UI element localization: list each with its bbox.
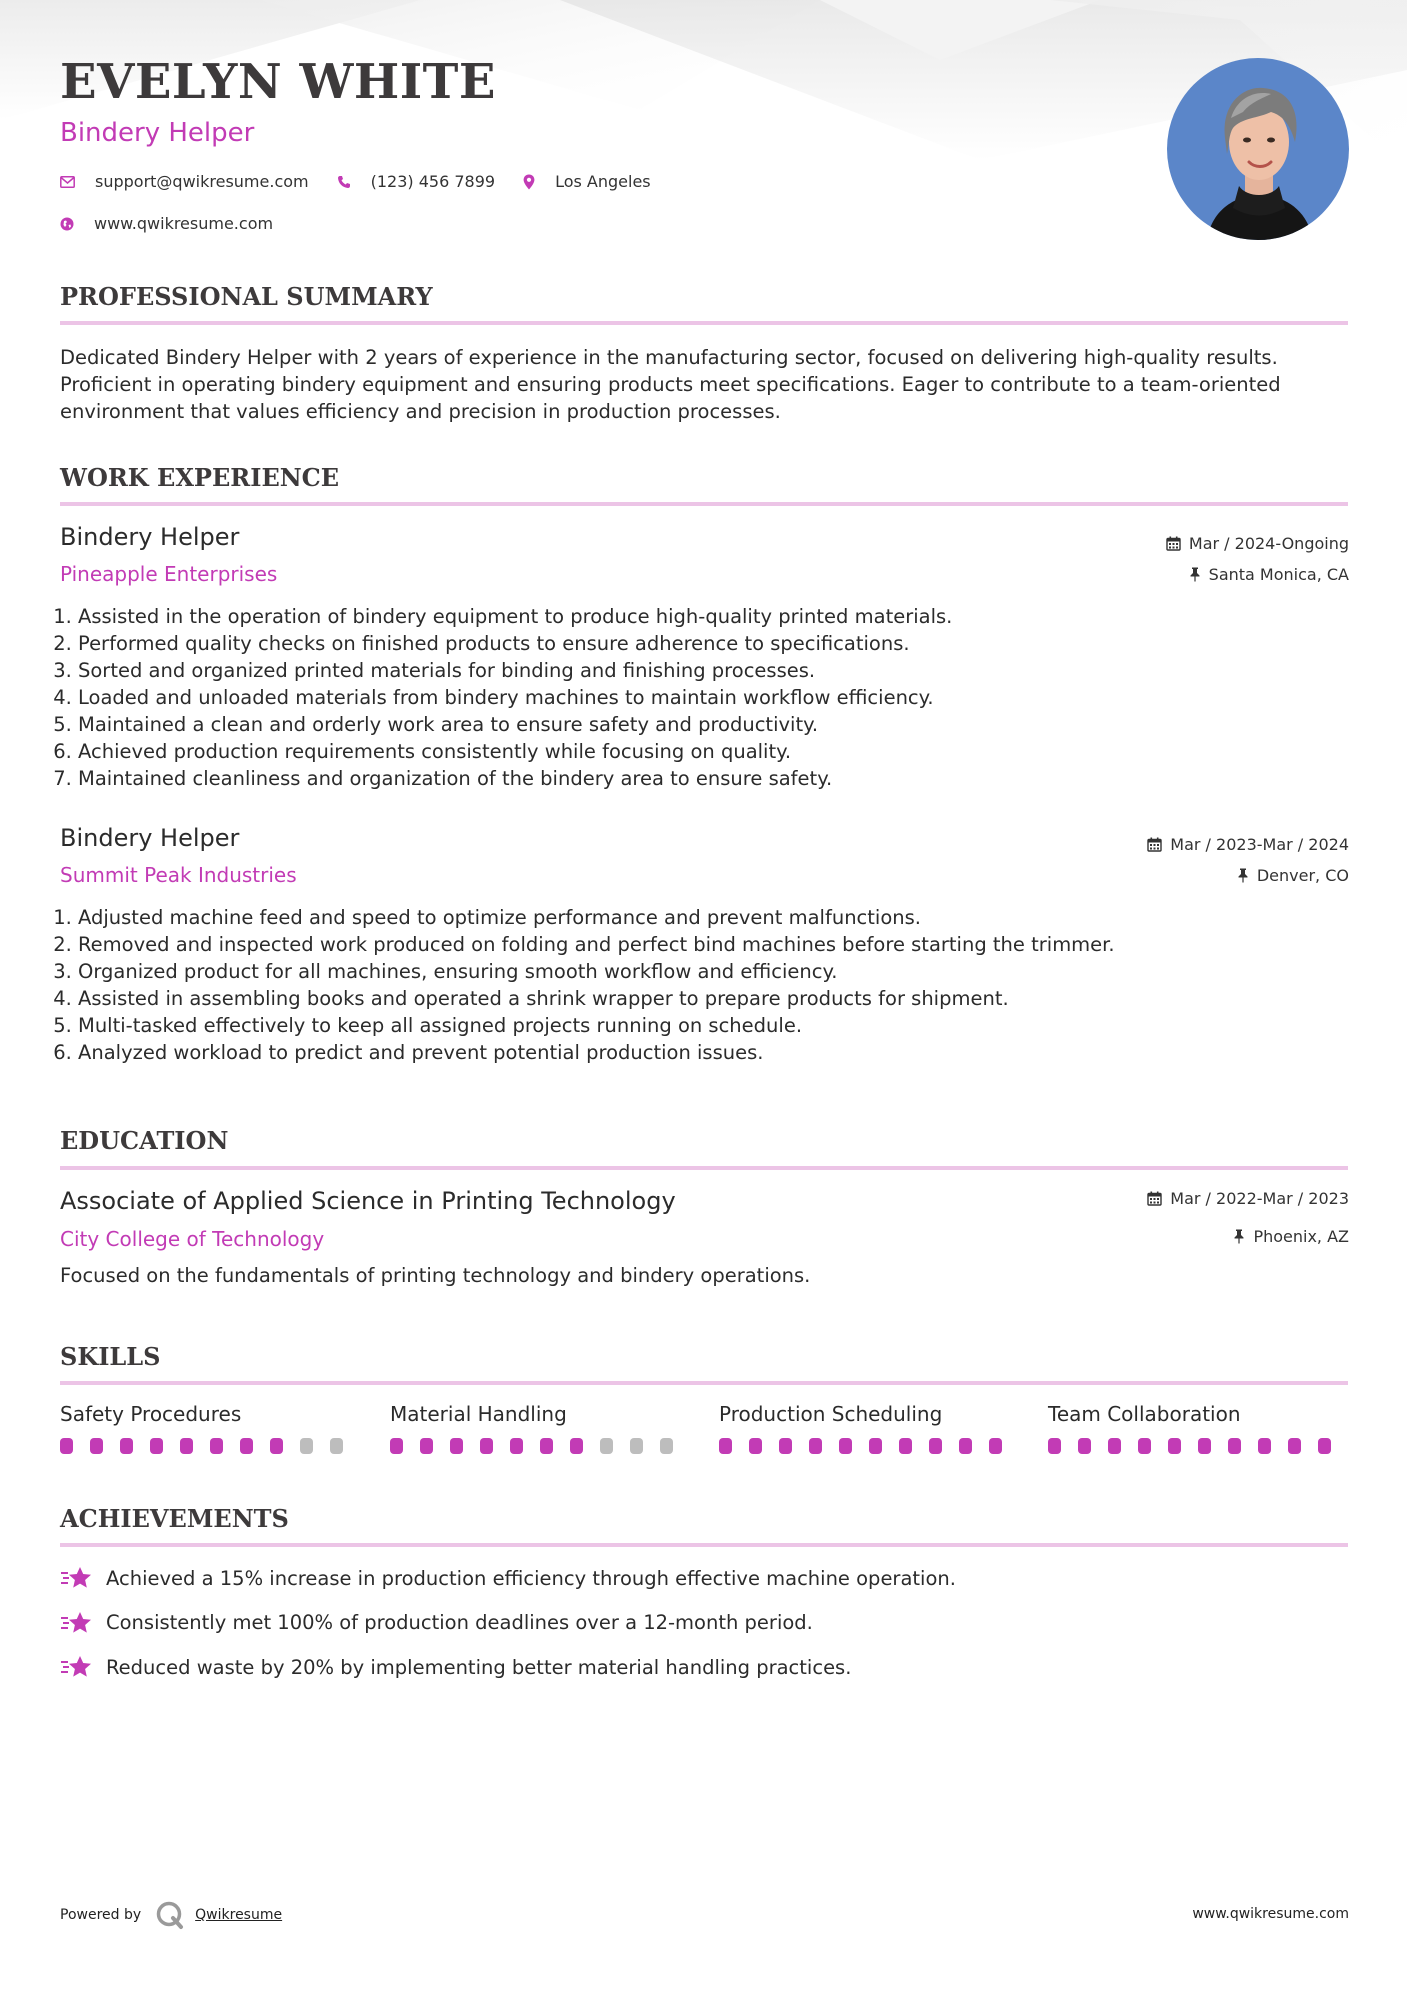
job-company-1: Pineapple Enterprises: [60, 562, 278, 586]
list-item: 3. Sorted and organized printed materials for binding and finishing processes.: [78, 657, 1328, 684]
skill-name: Production Scheduling: [719, 1402, 943, 1426]
education-divider: [60, 1166, 1348, 1170]
skill-dot-empty: [300, 1438, 313, 1454]
skill-name: Safety Procedures: [60, 1402, 242, 1426]
skill-dot-empty: [630, 1438, 643, 1454]
job-location-text-1: Santa Monica, CA: [1208, 565, 1349, 584]
skill-item: [60, 1402, 360, 1454]
skill-dot-filled: [180, 1438, 193, 1454]
skill-name: Material Handling: [390, 1402, 567, 1426]
contact-row-2: [60, 214, 301, 233]
skill-name: Team Collaboration: [1048, 1402, 1241, 1426]
skill-dot-filled: [240, 1438, 253, 1454]
skill-dot-filled: [510, 1438, 523, 1454]
skill-dot-filled: [540, 1438, 553, 1454]
star-icon: [60, 1565, 92, 1591]
skill-dot-filled: [1108, 1438, 1121, 1454]
list-item: 1. Adjusted machine feed and speed to optimize performance and prevent malfunctions.: [78, 904, 1328, 931]
list-item: 4. Assisted in assembling books and operated a shrink wrapper to prepare products for shipment.: [78, 985, 1328, 1012]
skill-dot-empty: [330, 1438, 343, 1454]
job-company-2: Summit Peak Industries: [60, 863, 297, 887]
skill-dot-filled: [150, 1438, 163, 1454]
contact-email[interactable]: [60, 172, 309, 191]
list-item: 3. Organized product for all machines, ensuring smooth workflow and efficiency.: [78, 958, 1328, 985]
list-item: 6. Achieved production requirements consistently while focusing on quality.: [78, 738, 1328, 765]
pushpin-icon: [1237, 868, 1249, 883]
skill-level-meter: [1048, 1438, 1348, 1454]
pushpin-icon: [1233, 1229, 1245, 1244]
list-item: 1. Assisted in the operation of bindery equipment to produce high-quality printed materials.: [78, 603, 1328, 630]
skill-dot-filled: [869, 1438, 882, 1454]
job-location-1: [1189, 565, 1349, 584]
job-dates-text-2: Mar / 2023-Mar / 2024: [1170, 835, 1349, 854]
skill-dot-filled: [570, 1438, 583, 1454]
job-location-2: [1237, 866, 1349, 885]
experience-heading: WORK EXPERIENCE: [60, 463, 340, 492]
skill-dot-filled: [480, 1438, 493, 1454]
list-item: 2. Performed quality checks on finished products to ensure adherence to specifications.: [78, 630, 1328, 657]
skill-dot-filled: [1078, 1438, 1091, 1454]
qwikresume-logo-icon: [155, 1900, 185, 1930]
star-icon: [60, 1654, 92, 1680]
education-description: Focused on the fundamentals of printing technology and bindery operations.: [60, 1264, 811, 1287]
envelope-icon: [60, 176, 75, 188]
achievement-item: [60, 1610, 813, 1636]
star-icon: [60, 1610, 92, 1636]
skill-dot-filled: [390, 1438, 403, 1454]
candidate-name: EVELYN WHITE: [60, 54, 496, 110]
skill-dot-filled: [899, 1438, 912, 1454]
achievement-text: Reduced waste by 20% by implementing better material handling practices.: [106, 1655, 852, 1679]
skill-dot-filled: [719, 1438, 732, 1454]
job-title-1: Bindery Helper: [60, 523, 240, 551]
contact-website[interactable]: [60, 214, 273, 233]
skill-dot-empty: [660, 1438, 673, 1454]
achievement-text: Achieved a 15% increase in production efficiency through effective machine operation.: [106, 1566, 956, 1590]
skill-level-meter: [60, 1438, 360, 1454]
summary-text: Dedicated Bindery Helper with 2 years of experience in the manufacturing sector, focused on delivering high-quality results. Proficient in operating bindery equipment and ensuring products meet specifications. Eager to contribute to a team-oriented environment that values efficiency and precision in production processes.: [60, 346, 1281, 423]
job-bullets-2: [78, 904, 1328, 1066]
achievements-heading: ACHIEVEMENTS: [60, 1504, 289, 1533]
list-item: 5. Multi-tasked effectively to keep all assigned projects running on schedule.: [78, 1012, 1328, 1039]
candidate-role: Bindery Helper: [60, 118, 255, 148]
location-text: Los Angeles: [555, 172, 651, 191]
skill-dot-filled: [450, 1438, 463, 1454]
achievement-item: [60, 1654, 851, 1680]
summary-heading: PROFESSIONAL SUMMARY: [60, 282, 433, 311]
education-location: [1233, 1227, 1349, 1246]
achievements-divider: [60, 1543, 1348, 1547]
skill-dot-filled: [1198, 1438, 1211, 1454]
skills-heading: SKILLS: [60, 1342, 161, 1371]
contact-phone[interactable]: [337, 172, 495, 191]
footer-website[interactable]: www.qwikresume.com: [1192, 1906, 1349, 1922]
achievement-item: [60, 1565, 956, 1591]
skill-dot-filled: [779, 1438, 792, 1454]
list-item: 6. Analyzed workload to predict and prevent potential production issues.: [78, 1039, 1328, 1066]
skill-item: [390, 1402, 690, 1454]
skill-dot-filled: [120, 1438, 133, 1454]
skill-dot-filled: [929, 1438, 942, 1454]
skill-dot-filled: [90, 1438, 103, 1454]
skill-item: [719, 1402, 1019, 1454]
powered-by-label: Powered by: [60, 1907, 142, 1923]
job-title-2: Bindery Helper: [60, 824, 240, 852]
footer-powered-by: [60, 1900, 282, 1930]
list-item: 7. Maintained cleanliness and organization of the bindery area to ensure safety.: [78, 765, 1328, 792]
skill-dot-filled: [809, 1438, 822, 1454]
email-text: support@qwikresume.com: [95, 172, 309, 191]
skill-level-meter: [390, 1438, 690, 1454]
skill-dot-filled: [420, 1438, 433, 1454]
education-degree: Associate of Applied Science in Printing Technology: [60, 1187, 676, 1215]
skill-dot-filled: [270, 1438, 283, 1454]
job-bullets-1: [78, 603, 1328, 792]
skill-dot-filled: [60, 1438, 73, 1454]
achievement-text: Consistently met 100% of production deadlines over a 12-month period.: [106, 1611, 813, 1634]
education-dates: [1147, 1189, 1349, 1208]
pushpin-icon: [1189, 567, 1201, 582]
skill-dot-filled: [1048, 1438, 1061, 1454]
skill-dot-filled: [1228, 1438, 1241, 1454]
skill-dot-filled: [1168, 1438, 1181, 1454]
globe-icon: [60, 217, 74, 231]
job-dates-text-1: Mar / 2024-Ongoing: [1188, 534, 1349, 553]
skill-dot-empty: [600, 1438, 613, 1454]
contact-location: [523, 172, 651, 191]
skill-level-meter: [719, 1438, 1019, 1454]
education-school: City College of Technology: [60, 1227, 325, 1251]
summary-divider: [60, 321, 1348, 325]
list-item: 2. Removed and inspected work produced on folding and perfect bind machines before starting the trimmer.: [78, 931, 1328, 958]
map-pin-icon: [523, 174, 535, 190]
skill-dot-filled: [989, 1438, 1002, 1454]
skill-dot-filled: [1258, 1438, 1271, 1454]
skill-item: [1048, 1402, 1348, 1454]
skill-dot-filled: [749, 1438, 762, 1454]
job-dates-1: [1166, 534, 1349, 553]
phone-icon: [337, 175, 351, 189]
education-dates-text: Mar / 2022-Mar / 2023: [1170, 1189, 1349, 1208]
website-text: www.qwikresume.com: [94, 214, 274, 233]
calendar-icon: [1147, 837, 1162, 852]
job-location-text-2: Denver, CO: [1256, 866, 1349, 885]
skill-dot-filled: [1138, 1438, 1151, 1454]
contact-row: [60, 172, 679, 191]
skills-divider: [60, 1381, 1348, 1385]
experience-divider: [60, 502, 1348, 506]
calendar-icon: [1147, 1191, 1162, 1206]
list-item: 4. Loaded and unloaded materials from bindery machines to maintain workflow efficiency.: [78, 684, 1328, 711]
skill-dot-filled: [959, 1438, 972, 1454]
skill-dot-filled: [1288, 1438, 1301, 1454]
profile-photo: [1167, 58, 1349, 240]
skill-dot-filled: [1318, 1438, 1331, 1454]
education-heading: EDUCATION: [60, 1126, 229, 1155]
qwikresume-link[interactable]: Qwikresume: [195, 1907, 283, 1923]
job-dates-2: [1147, 835, 1349, 854]
skill-dot-filled: [210, 1438, 223, 1454]
list-item: 5. Maintained a clean and orderly work area to ensure safety and productivity.: [78, 711, 1328, 738]
phone-text: (123) 456 7899: [370, 172, 496, 191]
calendar-icon: [1166, 536, 1181, 551]
skill-dot-filled: [839, 1438, 852, 1454]
education-location-text: Phoenix, AZ: [1253, 1227, 1349, 1246]
